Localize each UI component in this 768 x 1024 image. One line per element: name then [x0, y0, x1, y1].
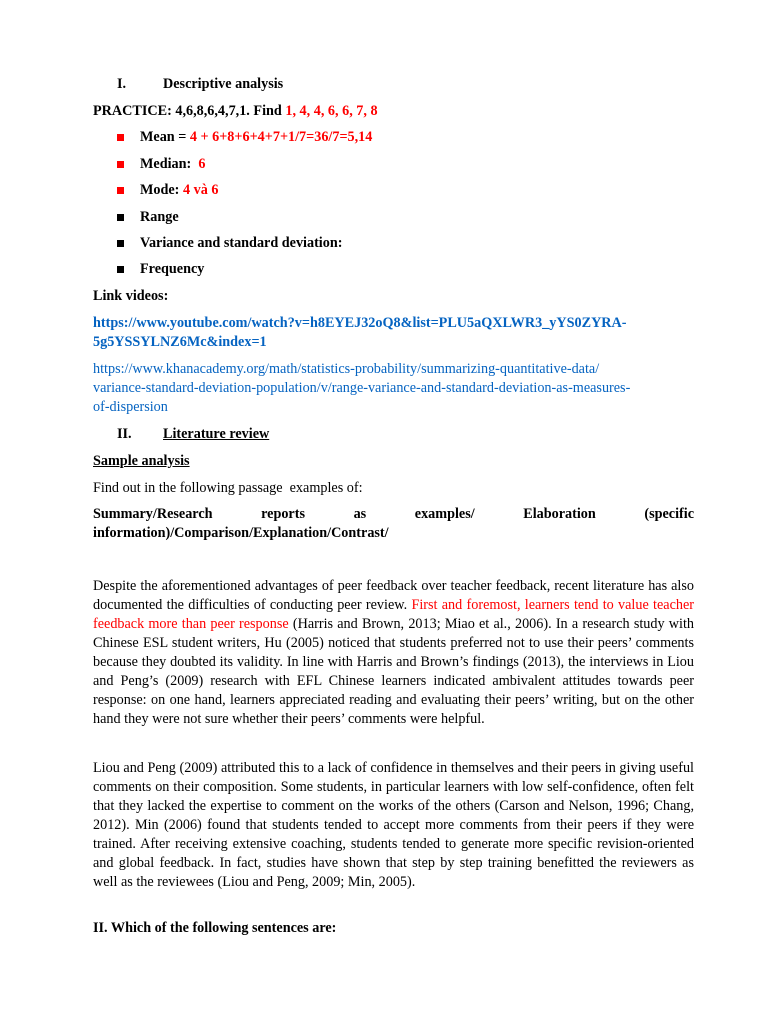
square-bullet-icon: [117, 240, 124, 247]
sample-instruction: Find out in the following passage examples of:: [93, 480, 363, 496]
categories-line-2: information)/Comparison/Explanation/Contrast/: [93, 525, 389, 541]
passage-1-highlight: First and foremost, learners tend to value teacher feedback more than peer response: [93, 597, 695, 632]
bullet-median-label: Median:: [140, 156, 199, 172]
khan-link-line-2: variance-standard-deviation-population/v/range-variance-and-standard-deviation-as-measures-: [93, 380, 631, 396]
link-videos-label: Link videos:: [93, 288, 169, 304]
bullet-median: [140, 155, 205, 174]
youtube-link-line-2: 5g5YSSYLNZ6Mc&index=1: [93, 334, 267, 350]
passage-1-text-a: Despite the aforementioned advantages of peer feedback over teacher feedback, recent literature has also documented the difficulties of conducting peer review.: [93, 578, 694, 613]
bullet-mode: [140, 181, 218, 200]
section-1-numeral: I.: [117, 76, 127, 92]
bullet-mean-label: Mean =: [140, 129, 190, 145]
square-bullet-icon: [117, 134, 124, 141]
passage-paragraph-2: Liou and Peng (2009) attributed this to a lack of confidence in themselves and their peers in giving useful comments on their composition. Some students, in particular learners with low self-confidence, often felt that they lacked the expertise to comment on the works of the others (Carson and Nelson, 1996; Chang, 2012). Min (2006) found that students tended to accept more comments from their peers if they were trained. After receiving extensive coaching, students tended to generate more specific revision-oriented and global feedback. In fact, studies have shown that step by step training benefitted the reviewers as well as the reviewees (Liou and Peng, 2009; Min, 2005).: [93, 760, 694, 890]
section-2-numeral: II.: [117, 426, 132, 442]
bullet-mode-label: Mode:: [140, 182, 183, 198]
bullet-mean: [140, 128, 372, 147]
bullet-frequency: Frequency: [140, 261, 205, 277]
passage-paragraph-1: [93, 577, 694, 729]
youtube-link-line-1: https://www.youtube.com/watch?v=h8EYEJ32oQ8&list=PLU5aQXLWR3_yYS0ZYRA-: [93, 315, 627, 331]
youtube-link[interactable]: [93, 314, 627, 352]
categories-line-1: Summary/Research reports as examples/ Elaboration (specific: [93, 506, 694, 522]
square-bullet-icon: [117, 187, 124, 194]
practice-sorted-values: 1, 4, 4, 6, 6, 7, 8: [285, 103, 378, 119]
section-2-title: Literature review: [163, 426, 270, 442]
bullet-median-answer: 6: [198, 156, 206, 172]
practice-line: [93, 102, 378, 121]
bullet-mean-answer: 4 + 6+8+6+4+7+1/7=36/7=5,14: [189, 129, 373, 145]
bullet-range: Range: [140, 209, 179, 225]
khan-academy-link[interactable]: [93, 360, 630, 417]
question-heading: II. Which of the following sentences are:: [93, 920, 337, 936]
square-bullet-icon: [117, 266, 124, 273]
sample-analysis-title: Sample analysis: [93, 453, 190, 469]
square-bullet-icon: [117, 161, 124, 168]
section-1-title: Descriptive analysis: [163, 76, 284, 92]
square-bullet-icon: [117, 214, 124, 221]
bullet-variance: Variance and standard deviation:: [140, 235, 343, 251]
bullet-mode-answer: 4 và 6: [182, 182, 219, 198]
practice-label: PRACTICE: 4,6,8,6,4,7,1. Find: [93, 103, 286, 119]
khan-link-line-1: https://www.khanacademy.org/math/statistics-probability/summarizing-quantitative-data/: [93, 361, 600, 377]
khan-link-line-3: of-dispersion: [93, 399, 168, 415]
passage-1-text-b: (Harris and Brown, 2013; Miao et al., 2006). In a research study with Chinese ESL student writers, Hu (2005) noticed that students preferred not to use their peers’ comments because they doubted its validity. In line with Harris and Brown’s findings (2013), the interviews in Liou and Peng’s (2009) research with EFL Chinese learners indicated ambivalent attitudes towards peer response: on one hand, learners appreciated reading and evaluating their peers’ writing, but on the other hand they were not sure whether their peers’ comments were helpful.: [93, 616, 694, 727]
